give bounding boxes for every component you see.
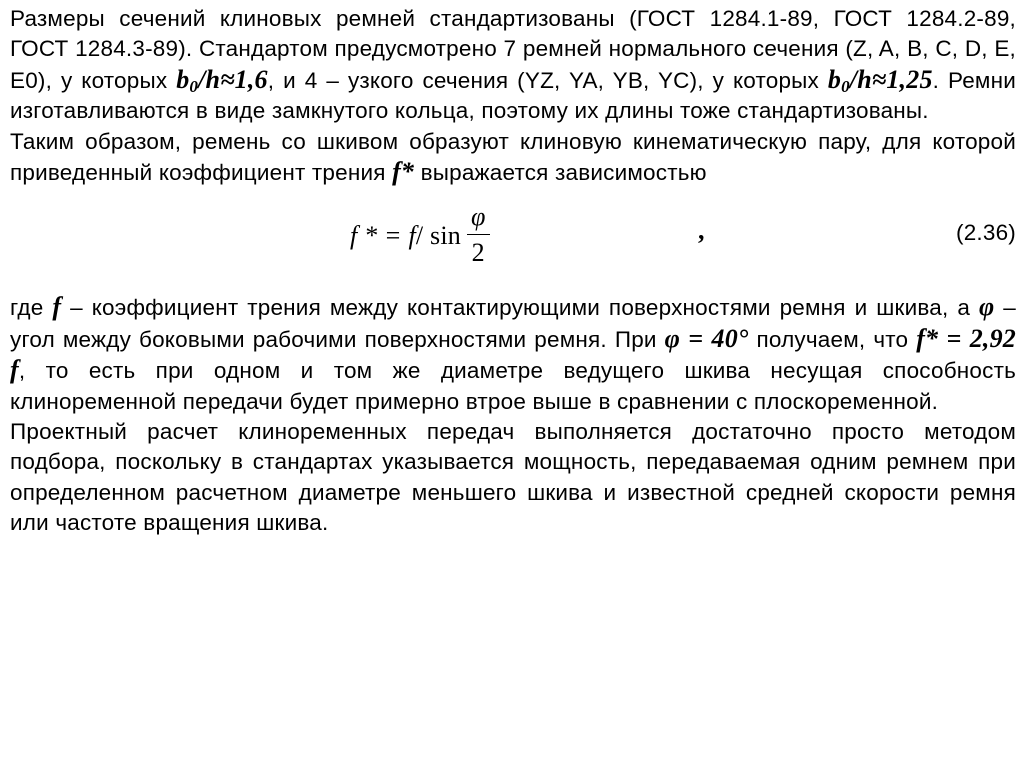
text-run: , и 4 – узкого сечения (YZ, YA, YB, YC), у которых — [267, 67, 828, 93]
paragraph-design-calculation: Проектный расчет клиноременных передач выполняется достаточно просто методом подбора, поскольку в стандартах указывается мощность, передаваемая одним ремнем при определенном расчетном диаметре меньшего шкива и известной средней скорости ремня или частоте вращения шкива. — [10, 419, 1016, 536]
formula-subscript: 0 — [841, 76, 850, 96]
paragraph-belt-sections — [10, 4, 1016, 127]
equation-operator: / sin — [415, 220, 461, 250]
formula-f-star: f* — [392, 157, 415, 187]
text-run: выражается зависимостью — [414, 160, 707, 186]
equation-2-36 — [350, 200, 490, 271]
formula-b0-h-normal — [176, 65, 268, 94]
document-body — [10, 4, 1016, 539]
text-run: , то есть при одном и том же диаметре ведущего шкива несущая способность клиноременной передачи будет примерно втрое выше в сравнении с плоскоременной. — [10, 358, 1016, 414]
formula-phi: φ — [978, 292, 995, 322]
fraction-denominator: 2 — [471, 238, 485, 268]
equation-fraction — [467, 200, 490, 271]
equation-comma: , — [698, 216, 705, 246]
equation-number: (2.36) — [956, 220, 1016, 246]
formula-ratio: /h≈1,25 — [849, 64, 933, 94]
formula-b: b — [176, 64, 190, 94]
fraction-numerator: φ — [470, 202, 486, 232]
text-run: Таким образом, ремень со шкивом образуют клиновую кинематическую пару, для которой приведенный коэффициент трения — [10, 128, 1016, 186]
paragraph-kinematic-pair — [10, 127, 1016, 189]
paragraph-friction-explanation — [10, 292, 1016, 417]
formula-ratio: /h≈1,6 — [198, 64, 268, 94]
formula-b0-h-narrow — [828, 65, 933, 94]
formula-subscript: 0 — [189, 76, 199, 96]
formula-f: f — [52, 292, 62, 322]
text-run: . Ремни изготавливаются в виде замкнутого кольца, поэтому их длины тоже стандартизованы. — [10, 67, 1016, 124]
text-run: где — [10, 295, 53, 321]
text-run: получаем, что — [748, 326, 917, 352]
text-run: – угол между боковыми рабочими поверхностями ремня. При — [10, 295, 1017, 352]
equation-row — [10, 194, 1016, 286]
formula-b: b — [827, 64, 842, 94]
formula-phi-40: φ = 40° — [664, 323, 749, 353]
formula-f-star-value: f* = 2,92 f — [10, 323, 1017, 385]
text-run: Размеры сечений клиновых ремней стандартизованы (ГОСТ 1284.1-89, ГОСТ 1284.2-89, ГОСТ 1284.3-89). Стандартом предусмотрено 7 ремней нормального сечения (Z, A, B, C, D, E, E0), у которых — [10, 6, 1016, 93]
text-run: – коэффициент трения между контактирующими поверхностями ремня и шкива, а — [61, 295, 979, 321]
equation-lhs: f * = f — [350, 220, 416, 250]
